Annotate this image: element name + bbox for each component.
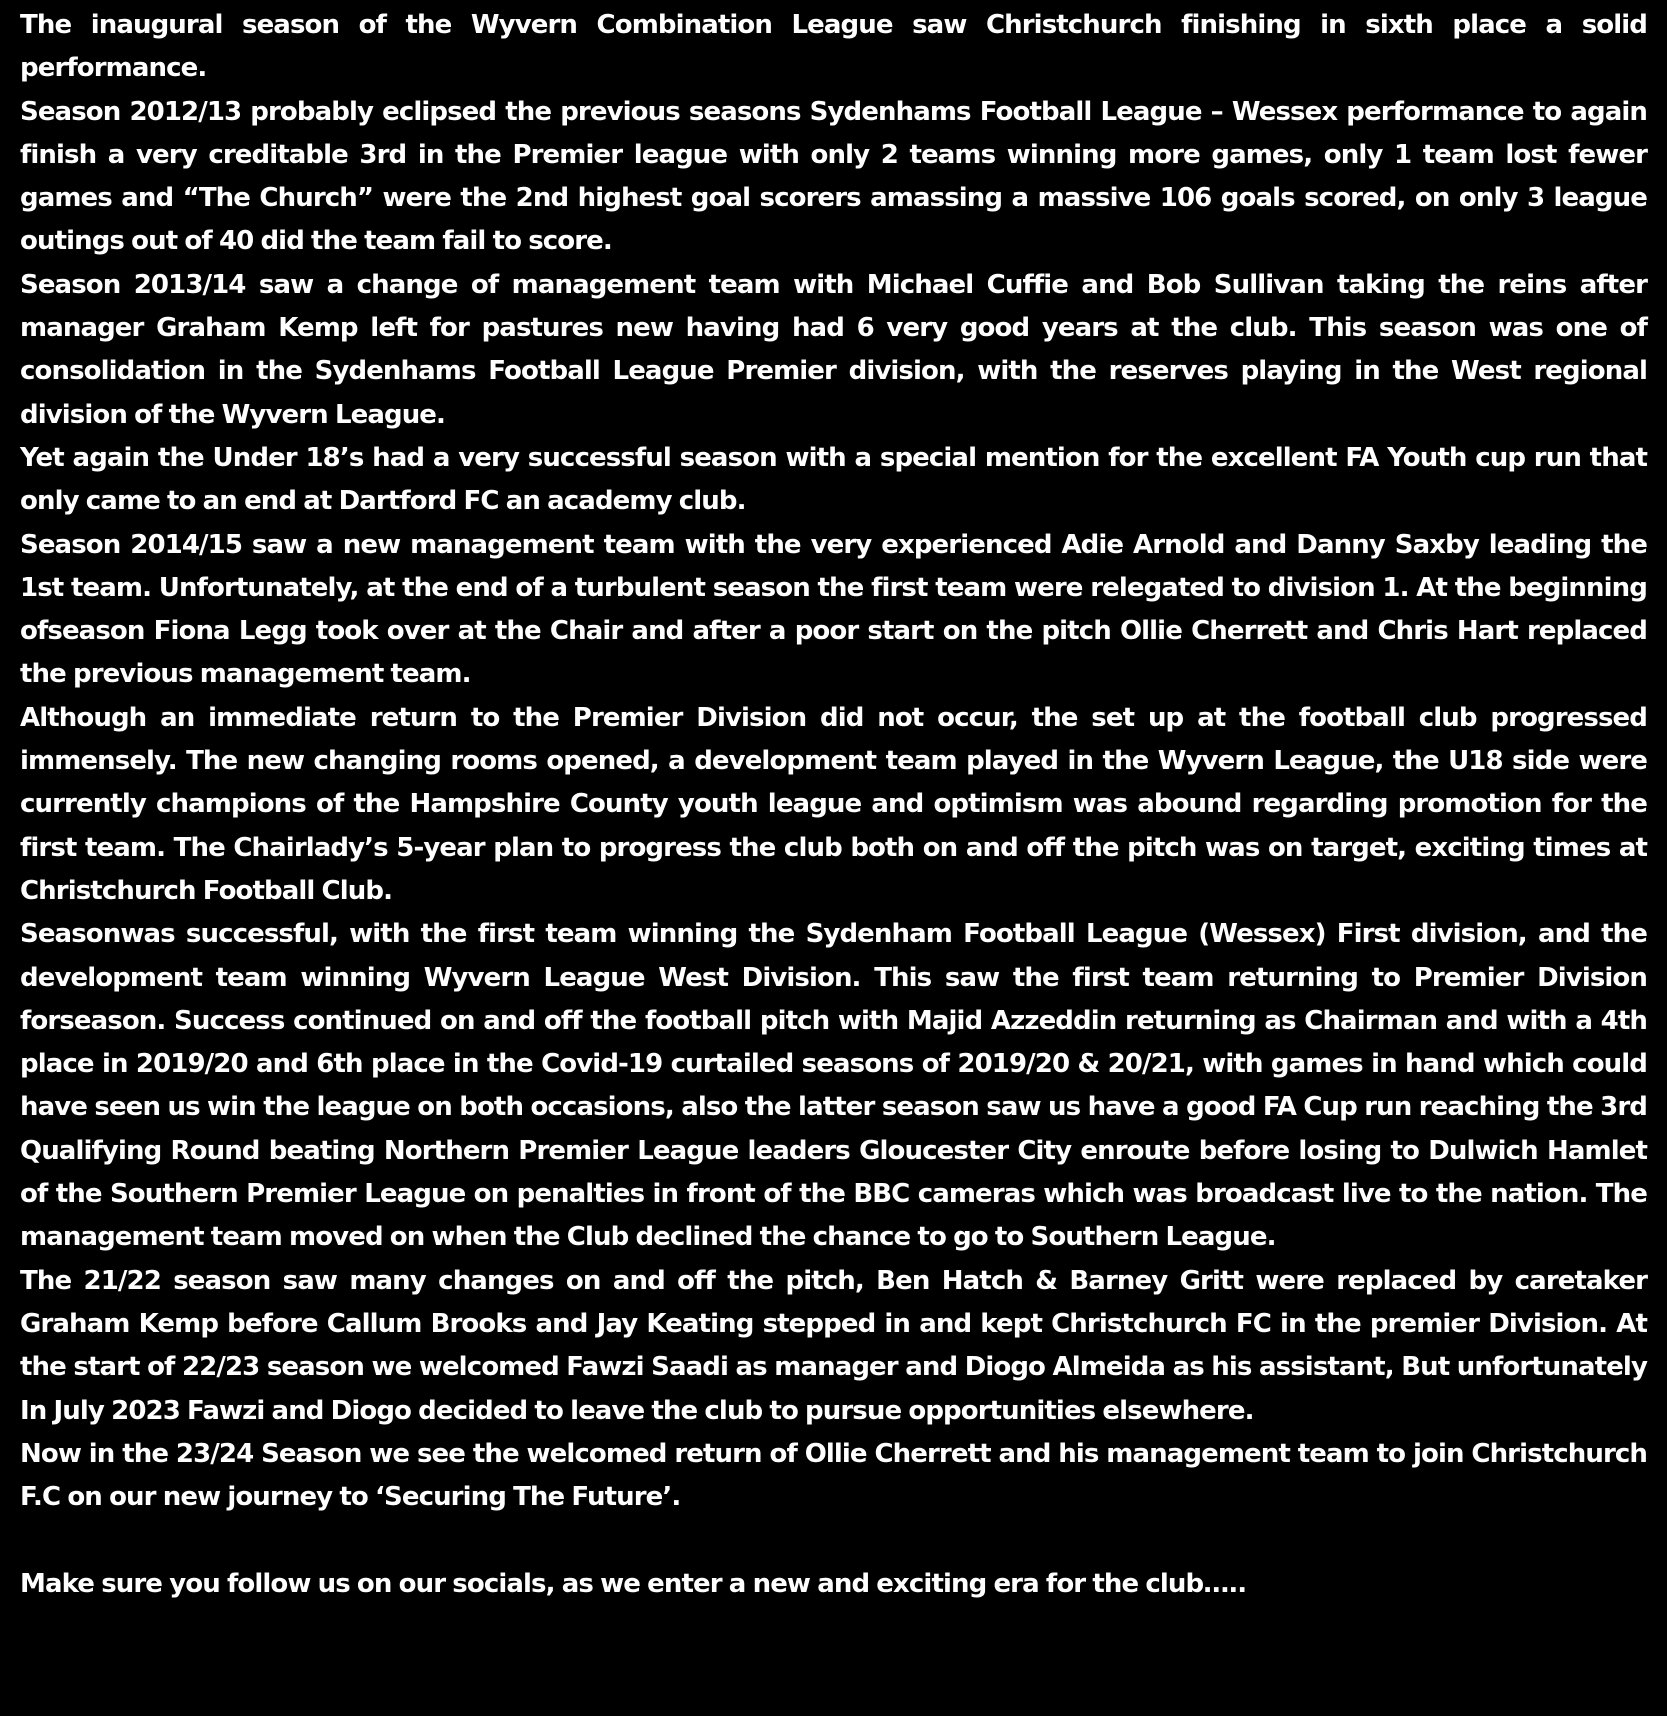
paragraph-club-progress: Although an immediate return to the Premier Division did not occur, the set up at the football club progressed immensely. The new changing rooms opened, a development team played in the Wyvern League, the U18 side were currently champions of the Hampshire County youth league and optimism was abound regarding promotion for the first team. The Chairlady’s 5-year plan to progress the club both on and off the pitch was on target, exciting times at Christchurch Football Club. [20, 702, 1647, 906]
paragraph-under-18s: Yet again the Under 18’s had a very successful season with a special mention for the excellent FA Youth cup run that only came to an end at Dartford FC an academy club. [20, 442, 1647, 517]
paragraph-season-2012-13: Season 2012/13 probably eclipsed the previous seasons Sydenhams Football League – Wessex performance to again finish a very creditable 3rd in the Premier league with only 2 teams winning more games, only 1 team lost fewer games and “The Church” were the 2nd highest goal scorers amassing a massive 106 goals scored, on only 3 league outings out of 40 did the team fail to score. [20, 96, 1647, 257]
closing-socials-message: Make sure you follow us on our socials, as we enter a new and exciting era for the club….. [20, 1568, 1247, 1599]
paragraph-spacer [20, 1519, 1647, 1562]
paragraph-season-23-24: Now in the 23/24 Season we see the welcomed return of Ollie Cherrett and his management team to join Christchurch F.C on our new journey to ‘Securing The Future’. [20, 1438, 1647, 1513]
paragraph-season-2013-14: Season 2013/14 saw a change of management team with Michael Cuffie and Bob Sullivan taking the reins after manager Graham Kemp left for pastures new having had 6 very good years at the club. This season was one of consolidation in the Sydenhams Football League Premier division, with the reserves playing in the West regional division of the Wyvern League. [20, 269, 1647, 430]
paragraph-promotion-success: Seasonwas successful, with the first team winning the Sydenham Football League (Wessex) First division, and the development team winning Wyvern League West Division. This saw the first team returning to Premier Division forseason. Success continued on and off the football pitch with Majid Azzeddin returning as Chairman and with a 4th place in 2019/20 and 6th place in the Covid-19 curtailed seasons of 2019/20 & 20/21, with games in hand which could have seen us win the league on both occasions, also the latter season saw us have a good FA Cup run reaching the 3rd Qualifying Round beating Northern Premier League leaders Gloucester City enroute before losing to Dulwich Hamlet of the Southern Premier League on penalties in front of the BBC cameras which was broadcast live to the nation. The management team moved on when the Club declined the chance to go to Southern League. [20, 919, 1647, 1253]
paragraph-season-2014-15: Season 2014/15 saw a new management team with the very experienced Adie Arnold and Danny Saxby leading the 1st team. Unfortunately, at the end of a turbulent season the first team were relegated to division 1. At the beginning ofseason Fiona Legg took over at the Chair and after a poor start on the pitch Ollie Cherrett and Chris Hart replaced the previous management team. [20, 529, 1647, 690]
paragraph-inaugural-season: The inaugural season of the Wyvern Combination League saw Christchurch finishing in sixth place a solid performance. [20, 10, 1647, 84]
paragraph-season-21-22: The 21/22 season saw many changes on and off the pitch, Ben Hatch & Barney Gritt were replaced by caretaker Graham Kemp before Callum Brooks and Jay Keating stepped in and kept Christchurch FC in the premier Division. At the start of 22/23 season we welcomed Fawzi Saadi as manager and Diogo Almeida as his assistant, But unfortunately In July 2023 Fawzi and Diogo decided to leave the club to pursue opportunities elsewhere. [20, 1265, 1647, 1426]
